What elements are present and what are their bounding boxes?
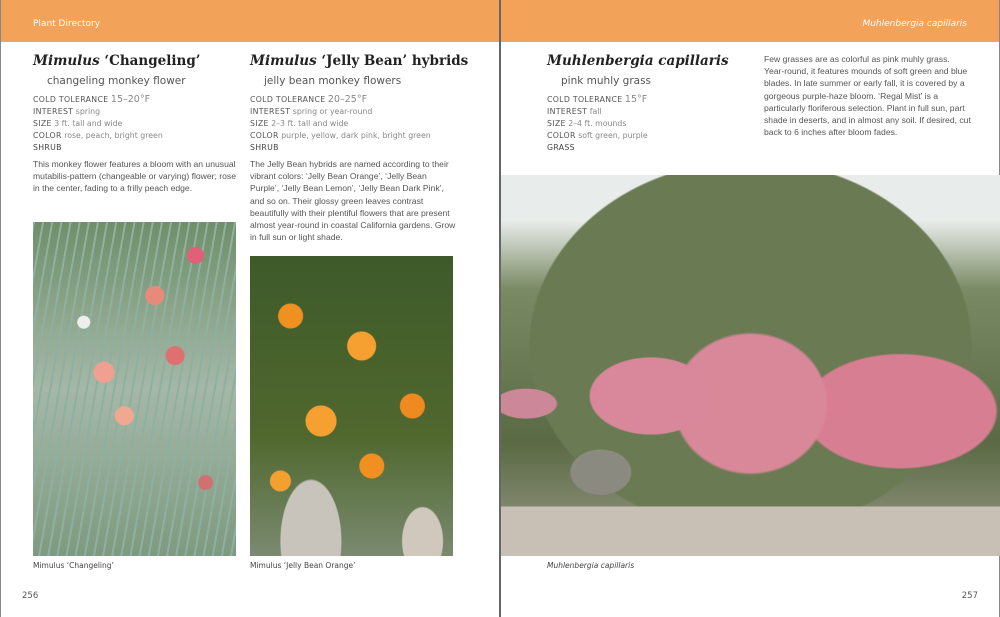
photo-caption: Mimulus ‘Changeling’ — [33, 561, 114, 570]
attr-value: 2–4 ft. mounds — [568, 119, 627, 128]
attr-value: spring — [75, 107, 101, 116]
attr-value: 15°F — [624, 94, 648, 105]
attr-label: COLD TOLERANCE — [547, 95, 623, 104]
plant-description: This monkey flower features a bloom with an unusual mutabilis-pattern (changeable or varying) flower; rose in the center, fading to a frilly peach edge. — [33, 159, 237, 194]
photo-caption: Muhlenbergia capillaris — [547, 561, 635, 570]
running-head-left: Plant Directory — [33, 19, 101, 29]
attr-cold — [547, 94, 752, 106]
attr-label: SIZE — [250, 119, 269, 128]
genus: Mimulus — [250, 53, 317, 69]
attr-value: 2–3 ft. tall and wide — [271, 119, 349, 128]
plant-entry-muhly — [547, 53, 752, 154]
cultivar: ‘Changeling’ — [99, 53, 201, 69]
common-name: jelly bean monkey flowers — [264, 75, 402, 87]
plant-title — [33, 53, 238, 69]
attr-label: SIZE — [547, 119, 566, 128]
header-right — [501, 0, 1000, 42]
plant-entry-changeling — [33, 53, 238, 154]
attr-label: COLD TOLERANCE — [33, 95, 109, 104]
attr-value: fall — [589, 107, 602, 116]
common-name: pink muhly grass — [561, 75, 652, 87]
attr-label: COLOR — [250, 131, 279, 140]
attr-value: 15–20°F — [110, 94, 151, 105]
genus: Mimulus — [33, 53, 100, 69]
page-number-right: 257 — [961, 591, 978, 601]
attr-value: rose, peach, bright green — [64, 131, 163, 140]
attr-cold — [33, 94, 238, 106]
attr-value: 3 ft. tall and wide — [54, 119, 123, 128]
attr-label: INTEREST — [33, 107, 74, 116]
attr-label: INTEREST — [547, 107, 588, 116]
attr-label: COLOR — [547, 131, 576, 140]
running-head-right: Muhlenbergia capillaris — [862, 19, 967, 29]
plant-type: GRASS — [547, 143, 575, 152]
attr-size — [33, 118, 238, 130]
plant-type: SHRUB — [33, 143, 62, 152]
attr-interest — [250, 106, 455, 118]
attr-value: spring or year-round — [292, 107, 373, 116]
plant-description: The Jelly Bean hybrids are named according to their vibrant colors: ‘Jelly Bean Orange’, ‘Jelly Bean Purple’, ‘Jelly Bean Lemon’, ‘Jelly Bean Dark Pink’, and so on. Their glossy green leaves contrast beautifully with their plentiful flowers that are present almost year-round in coastal California gardens. Grow in full sun or light shade. — [250, 159, 456, 243]
attr-interest — [33, 106, 238, 118]
cultivar: ‘Jelly Bean’ hybrids — [316, 53, 469, 69]
attr-value: soft green, purple — [578, 131, 648, 140]
photo-muhly-grass — [501, 175, 1000, 556]
plant-title — [250, 53, 469, 69]
header-left — [0, 0, 499, 42]
photo-caption: Mimulus ‘Jelly Bean Orange’ — [250, 561, 356, 570]
attr-color — [250, 130, 455, 142]
attr-color — [33, 130, 238, 142]
page-number-left: 256 — [22, 591, 39, 601]
plant-type: SHRUB — [250, 143, 279, 152]
attr-label: COLOR — [33, 131, 62, 140]
photo-jelly-bean — [250, 256, 453, 556]
attr-value: 20–25°F — [327, 94, 368, 105]
attr-label: INTEREST — [250, 107, 291, 116]
plant-description: Few grasses are as colorful as pink muhly grass. Year-round, it features mounds of soft green and blue blades. In late summer or early fall, it is covered by a gorgeous purple-haze bloom. ‘Regal Mist’ is a particularly floriferous selection. Plant in full sun, part shade in deserts, and in almost any soil. If desired, cut back to 6 inches after bloom fades. — [764, 54, 971, 138]
plant-title — [547, 53, 752, 69]
attr-cold — [250, 94, 455, 106]
attr-label: COLD TOLERANCE — [250, 95, 326, 104]
attr-color — [547, 130, 752, 142]
photo-changeling — [33, 222, 236, 556]
attr-label: SIZE — [33, 119, 52, 128]
attr-value: purple, yellow, dark pink, bright green — [281, 131, 431, 140]
plant-entry-jelly-bean — [250, 53, 469, 154]
page-edge — [0, 0, 1, 617]
attr-size — [250, 118, 455, 130]
common-name: changeling monkey flower — [47, 75, 186, 87]
genus: Muhlenbergia capillaris — [547, 53, 729, 69]
attr-interest — [547, 106, 752, 118]
attr-size — [547, 118, 752, 130]
